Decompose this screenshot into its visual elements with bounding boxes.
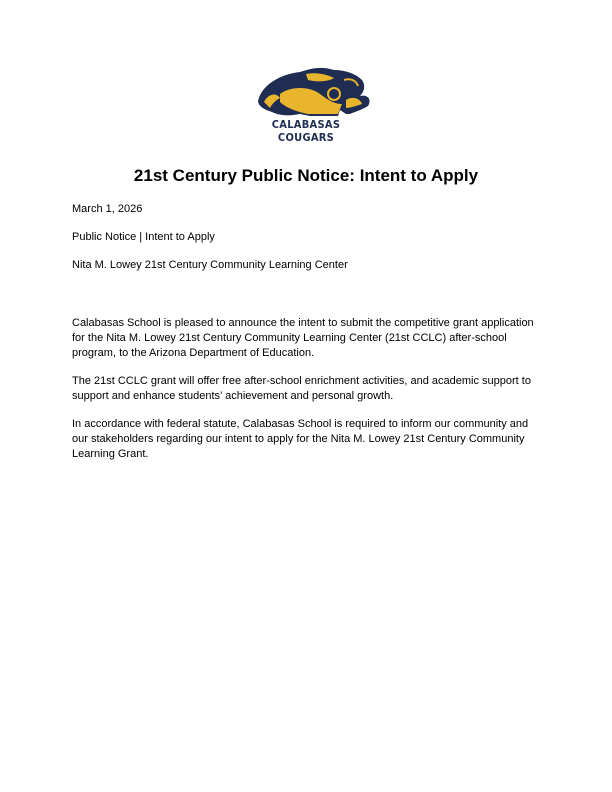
logo-text: CALABASAS COUGARS — [271, 118, 341, 144]
paragraph-line: The 21st CCLC grant will offer free after-school enrichment activities, and academic support to — [72, 375, 531, 387]
paragraph-line: our stakeholders regarding our intent to apply for the Nita M. Lowey 21st Century Community — [72, 433, 525, 445]
page-title: 21st Century Public Notice: Intent to Apply — [133, 166, 479, 185]
program-name: Nita M. Lowey 21st Century Community Learning Center — [72, 259, 348, 271]
paragraph-line: Learning Grant. — [72, 448, 149, 460]
paragraph-line: Calabasas School is pleased to announce the intent to submit the competitive grant application — [72, 317, 534, 329]
paragraph-announcement — [72, 316, 534, 361]
notice-subject: Public Notice | Intent to Apply — [72, 231, 215, 243]
paragraph-grant-description — [72, 374, 531, 404]
notice-date: March 1, 2026 — [72, 203, 143, 215]
paragraph-line: support and enhance students’ achievement and personal growth. — [72, 390, 394, 402]
paragraph-line: In accordance with federal statute, Calabasas School is required to inform our community and — [72, 418, 529, 430]
paragraph-statute — [72, 417, 528, 462]
paragraph-line: program, to the Arizona Department of Education. — [72, 347, 315, 359]
paragraph-line: for the Nita M. Lowey 21st Century Community Learning Center (21st CCLC) after-school — [72, 332, 507, 344]
